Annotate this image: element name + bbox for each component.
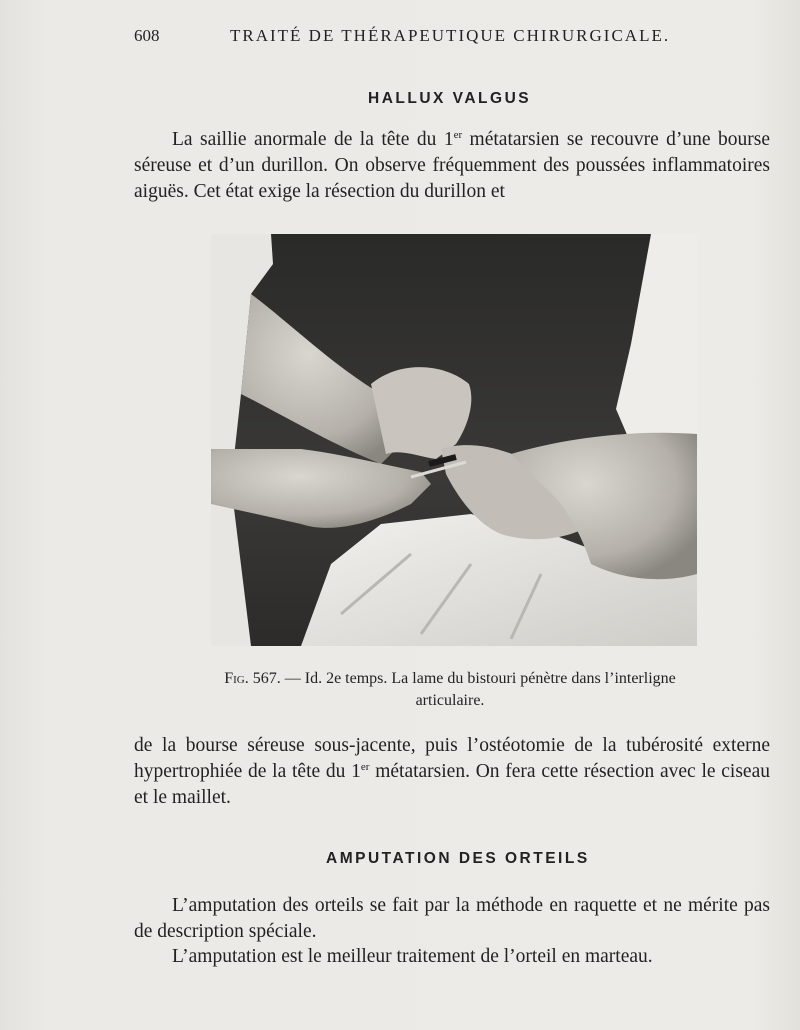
paragraph-hallux-intro: La saillie anormale de la tête du 1er métatarsien se recouvre d’une bourse séreuse et d’un durillon. On observe fréquemment des poussées inflammatoires aiguës. Cet état exige la résection du durillon et xyxy=(134,129,770,202)
surgical-photograph xyxy=(211,234,697,646)
running-title: TRAITÉ DE THÉRAPEUTIQUE CHIRURGICALE. xyxy=(230,26,671,45)
figure-label: Fig. 567. xyxy=(224,670,281,687)
paragraph-hallux-continued: de la bourse séreuse sous-jacente, puis l’ostéotomie de la tubérosité externe hypertrophiée de la tête du 1er métatarsien. On fera cette résection avec le ciseau et le maillet. xyxy=(134,735,770,808)
paragraph-amputation-2: L’amputation est le meilleur traitement de l’orteil en marteau. xyxy=(172,946,653,967)
figure-caption xyxy=(200,668,700,712)
paragraph-amputation-1: L’amputation des orteils se fait par la méthode en raquette et ne mérite pas de description spéciale. xyxy=(134,895,770,942)
page-number: 608 xyxy=(134,26,160,45)
section-heading-amputation: AMPUTATION DES ORTEILS xyxy=(326,850,590,867)
section-heading-hallux-valgus: HALLUX VALGUS xyxy=(368,90,532,107)
figure-caption-text: — Id. 2e temps. La lame du bistouri pénètre dans l’interligne articulaire. xyxy=(280,670,676,709)
